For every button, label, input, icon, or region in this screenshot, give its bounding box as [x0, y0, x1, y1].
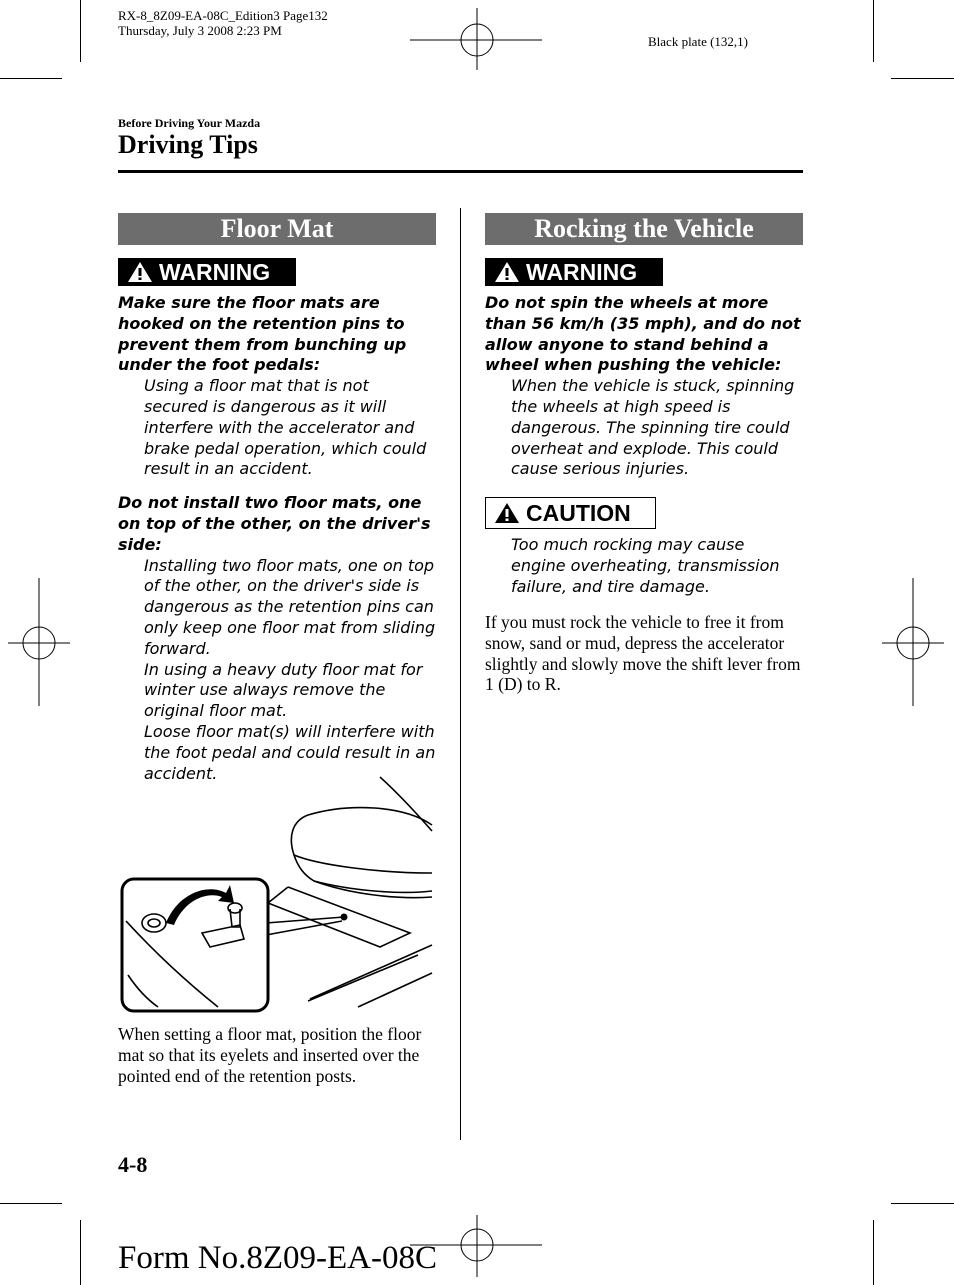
- crop-mark: [0, 1203, 62, 1204]
- warning-body: Loose floor mat(s) will interfere with the foot pedal and could result in an accident.: [144, 721, 436, 783]
- warning-lead: Make sure the floor mats are hooked on the retention pins to prevent them from bunching up under the foot pedals:: [118, 293, 407, 375]
- warning-label: WARNING: [526, 258, 638, 285]
- form-number: Form No.8Z09-EA-08C: [118, 1240, 437, 1276]
- crop-mark: [873, 0, 874, 62]
- crop-mark: [873, 1220, 874, 1285]
- floor-mat-caption: When setting a floor mat, position the floor mat so that its eyelets and inserted over the pointed end of the retention posts.: [118, 1024, 422, 1086]
- warning-body: Installing two floor mats, one on top of the other, on the driver's side is dangerous as the retention pins can only keep one floor mat from sliding forward.: [144, 555, 436, 658]
- caution-badge: [485, 497, 656, 529]
- warning-triangle-icon: [494, 261, 520, 283]
- registration-mark-top: [410, 8, 542, 70]
- caution-label: CAUTION: [526, 499, 631, 526]
- crop-mark: [80, 0, 81, 62]
- print-info-line2: Thursday, July 3 2008 2:23 PM: [118, 23, 282, 38]
- caution-triangle-icon: [494, 502, 520, 524]
- column-divider: [460, 208, 461, 1140]
- rocking-warning-text: [485, 293, 803, 480]
- floor-mat-warning-text: [118, 293, 436, 784]
- registration-mark-left: [8, 578, 70, 706]
- warning-lead: Do not spin the wheels at more than 56 km/h (35 mph), and do not allow anyone to stand behind a wheel when pushing the vehicle:: [485, 293, 801, 375]
- print-info: [118, 8, 328, 38]
- warning-triangle-icon: [127, 261, 153, 283]
- warning-body: When the vehicle is stuck, spinning the wheels at high speed is dangerous. The spinning tire could overheat and explode. This could cause serious injuries.: [511, 376, 795, 479]
- floor-mat-banner: Floor Mat: [118, 213, 436, 245]
- warning-lead: Do not install two floor mats, one on top of the other, on the driver's side:: [118, 493, 431, 554]
- crop-mark: [891, 1203, 954, 1204]
- warning-body: In using a heavy duty floor mat for winter use always remove the original floor mat.: [144, 659, 423, 721]
- crop-mark: [80, 1220, 81, 1285]
- crop-mark: [0, 78, 62, 79]
- rocking-paragraph: If you must rock the vehicle to free it from snow, sand or mud, depress the accelerator slightly and slowly move the shift lever from 1 (D) to R.: [485, 612, 801, 695]
- floor-mat-illustration: [118, 775, 436, 1015]
- registration-mark-right: [882, 578, 944, 706]
- print-info-line1: RX-8_8Z09-EA-08C_Edition3 Page132: [118, 8, 328, 23]
- warning-body: Using a floor mat that is not secured is dangerous as it will interfere with the accelerator and brake pedal operation, which could result in an accident.: [144, 376, 427, 479]
- warning-badge: [118, 258, 296, 286]
- warning-badge: [485, 258, 663, 286]
- page-number: 4-8: [118, 1152, 148, 1177]
- title-rule: [118, 170, 803, 173]
- caution-body: Too much rocking may cause engine overheating, transmission failure, and tire damage.: [511, 535, 780, 596]
- rocking-vehicle-banner: Rocking the Vehicle: [485, 213, 803, 245]
- page-title: Driving Tips: [118, 130, 258, 159]
- warning-label: WARNING: [159, 258, 271, 285]
- plate-label: Black plate (132,1): [648, 34, 748, 49]
- breadcrumb: Before Driving Your Mazda: [118, 116, 261, 130]
- crop-mark: [891, 78, 954, 79]
